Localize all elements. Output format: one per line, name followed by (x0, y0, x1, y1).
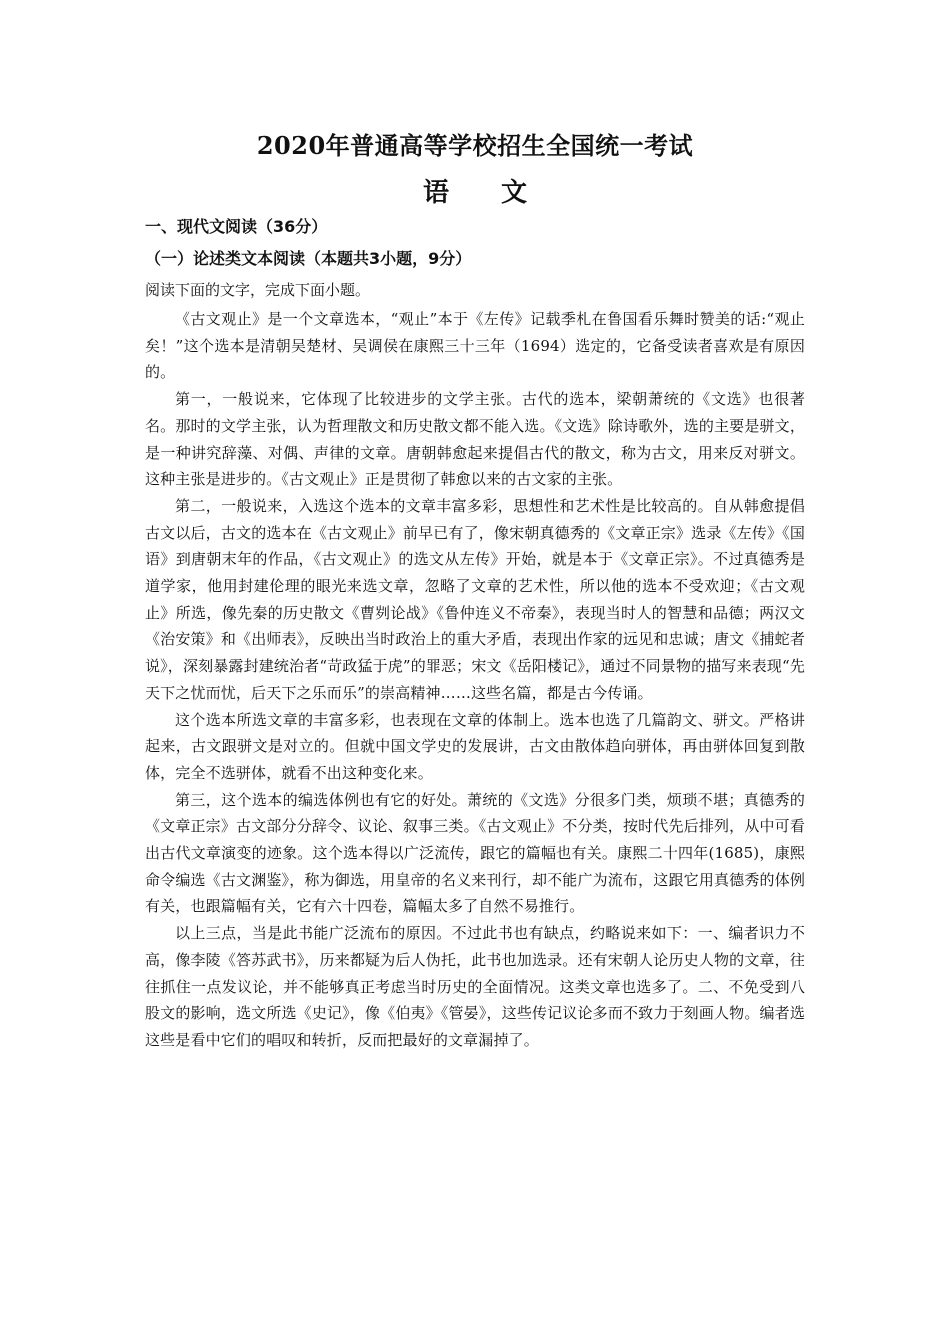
passage-paragraph: 以上三点，当是此书能广泛流布的原因。不过此书也有缺点，约略说来如下：一、编者识力不高，像李陵《答苏武书》，历来都疑为后人伪托，此书也加选录。还有宋朝人论历史人物的文章，往往抓住一点发议论，并不能够真正考虑当时历史的全面情况。这类文章也选多了。二、不免受到八股文的影响，选文所选《史记》，像《伯夷》《管晏》，这些传记议论多而不致力于刻画人物。编者选这些是看中它们的唱叹和转折，反而把最好的文章漏掉了。 (145, 924, 805, 1049)
subject-char-1: 语 (422, 178, 449, 208)
reading-instruction: 阅读下面的文字，完成下面小题。 (145, 281, 371, 299)
subject-title (0, 172, 950, 209)
subsection-heading: （一）论述类文本阅读（本题共3小题，9分） (145, 249, 472, 268)
passage-paragraph: 第二，一般说来，入选这个选本的文章丰富多彩，思想性和艺术性是比较高的。自从韩愈提倡古文以后，古文的选本在《古文观止》前早已有了，像宋朝真德秀的《文章正宗》选录《左传》《国语》到唐朝末年的作品，《古文观止》的选文从左传》开始，就是本于《文章正宗》。不过真德秀是道学家，他用封建伦理的眼光来选文章，忽略了文章的艺术性，所以他的选本不受欢迎；《古文观止》所选，像先秦的历史散文《曹刿论战》《鲁仲连义不帝秦》，表现当时人的智慧和品德；两汉文《治安策》和《出师表》，反映出当时政治上的重大矛盾，表现出作家的远见和忠诚；唐文《捕蛇者说》，深刻暴露封建统治者“苛政猛于虎”的罪恶；宋文《岳阳楼记》，通过不同景物的描写来表现“先天下之忧而忧，后天下之乐而乐”的崇高精神……这些名篇，都是古今传诵。 (145, 496, 805, 702)
passage-body (145, 306, 805, 1054)
section-heading: 一、现代文阅读（36分） (145, 217, 328, 236)
passage-paragraph: 第三，这个选本的编选体例也有它的好处。萧统的《文选》分很多门类，烦琐不堪；真德秀的《文章正宗》古文部分分辞令、议论、叙事三类。《古文观止》不分类，按时代先后排列，从中可看出古代文章演变的迹象。这个选本得以广泛流传，跟它的篇幅也有关。康熙二十四年(1685)，康熙命令编选《古文渊鉴》，称为御选，用皇帝的名义来刊行，却不能广为流布，这跟它用真德秀的体例有关，也跟篇幅有关，它有六十四卷，篇幅太多了自然不易推行。 (145, 790, 805, 916)
passage-paragraph: 这个选本所选文章的丰富多彩，也表现在文章的体制上。选本也选了几篇韵文、骈文。严格讲起来，古文跟骈文是对立的。但就中国文学史的发展讲，古文由散体趋向骈体，再由骈体回复到散体，完全不选骈体，就看不出这种变化来。 (145, 710, 805, 782)
passage-paragraph: 《古文观止》是一个文章选本，“观止”本于《左传》记载季札在鲁国看乐舞时赞美的话:“观止矣！”这个选本是清朝吴楚材、吴调侯在康熙三十三年（1694）选定的，它备受读者喜欢是有原因的。 (145, 310, 805, 382)
passage-paragraph: 第一，一般说来，它体现了比较进步的文学主张。古代的选本，梁朝萧统的《文选》也很著名。那时的文学主张，认为哲理散文和历史散文都不能入选。《文选》除诗歌外，选的主要是骈文，是一种讲究辞藻、对偶、声律的文章。唐朝韩愈起来提倡古代的散文，称为古文，用来反对骈文。这种主张是进步的。《古文观止》正是贯彻了韩愈以来的古文家的主张。 (145, 390, 805, 489)
subject-char-2: 文 (501, 178, 528, 208)
exam-title: 2020年普通高等学校招生全国统一考试 (256, 131, 694, 160)
